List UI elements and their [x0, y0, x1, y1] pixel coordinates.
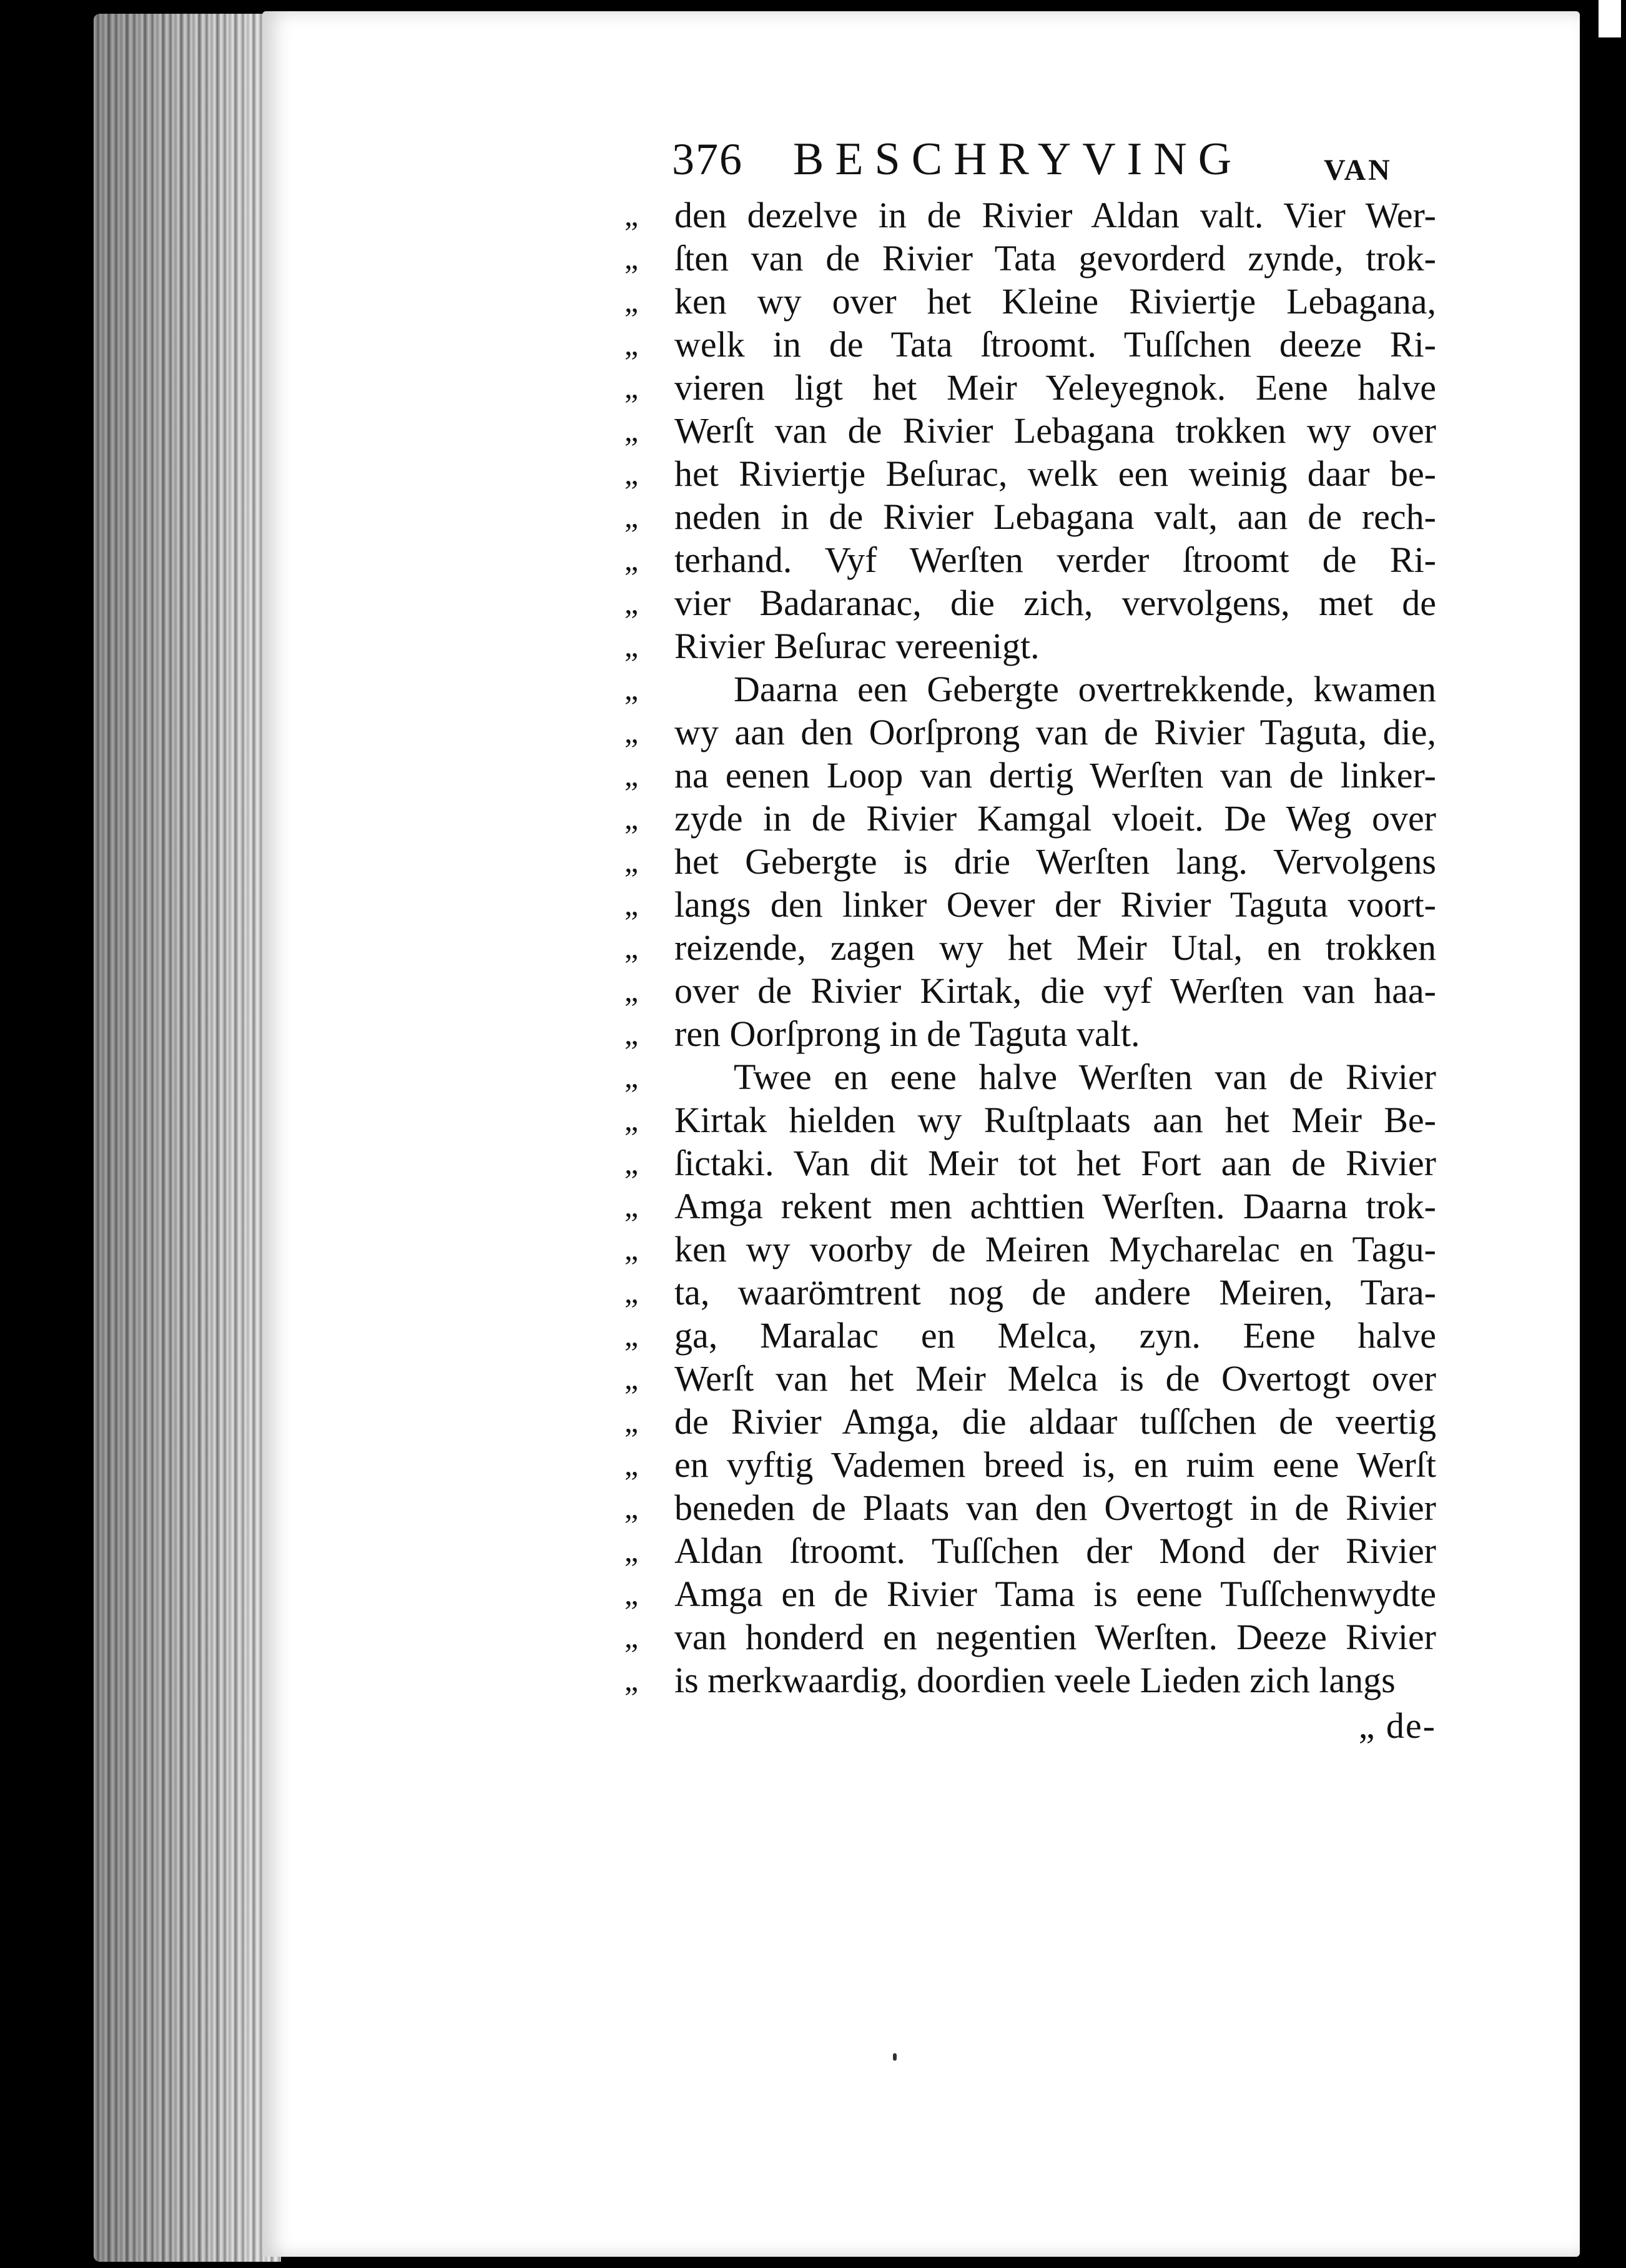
quote-mark: „: [624, 1619, 639, 1654]
text-line: [624, 624, 1461, 668]
page-number: 376: [672, 134, 743, 184]
text-block: [624, 125, 1461, 1747]
line-text: terhand. Vyf Werſten verder ſtroomt de Ri-: [674, 540, 1436, 580]
line-text: ſten van de Rivier Tata gevorderd zynde, trok-: [674, 238, 1436, 279]
text-line: [624, 1055, 1461, 1098]
line-text: na eenen Loop van dertig Werſten van de linker-: [674, 755, 1436, 796]
quote-mark: „: [624, 1188, 639, 1223]
text-line: [624, 1357, 1461, 1400]
paper-speck: [893, 2053, 897, 2061]
line-text: Amga en de Rivier Tama is eene Tuſſchenwydte: [674, 1574, 1436, 1614]
page-edge-shadow: [94, 14, 281, 2262]
line-text: zyde in de Rivier Kamgal vloeit. De Weg over: [674, 798, 1436, 839]
text-line: [624, 194, 1461, 237]
line-text: over de Rivier Kirtak, die vyf Werſten van haa-: [674, 970, 1436, 1011]
line-text: ga, Maralac en Melca, zyn. Eene halve: [674, 1315, 1436, 1356]
line-text: langs den linker Oever der Rivier Taguta voort-: [674, 884, 1436, 925]
quote-mark: „: [624, 1576, 639, 1611]
catchword: [624, 1704, 1436, 1747]
running-head-catchword: VAN: [1324, 154, 1392, 187]
text-line: [624, 409, 1461, 452]
quote-mark: „: [624, 1447, 639, 1482]
line-text: beneden de Plaats van den Overtogt in de Rivier: [674, 1487, 1436, 1528]
text-line: [624, 1271, 1461, 1314]
quote-mark: „: [624, 671, 639, 706]
text-line: [624, 452, 1461, 495]
quote-mark: „: [624, 887, 639, 922]
line-text: Daarna een Gebergte overtrekkende, kwamen: [734, 669, 1436, 709]
text-line: [624, 237, 1461, 280]
line-text: Werſt van het Meir Melca is de Overtogt over: [674, 1358, 1436, 1399]
quote-mark: „: [624, 1275, 639, 1309]
quote-mark: „: [624, 197, 639, 232]
line-text: van honderd en negentien Werſten. Deeze Rivier: [674, 1617, 1436, 1657]
quote-mark: „: [624, 1404, 639, 1439]
running-head: [624, 125, 1461, 194]
quote-mark: „: [624, 1059, 639, 1094]
text-line: [624, 1185, 1461, 1228]
text-line: [624, 280, 1461, 323]
line-text: de Rivier Amga, die aldaar tuſſchen de veertig: [674, 1401, 1436, 1442]
running-head-title: BESCHRYVING: [793, 134, 1243, 185]
quote-mark: „: [624, 413, 639, 448]
text-line: [624, 1486, 1461, 1529]
quote-mark: „: [624, 1361, 639, 1396]
line-text: vier Badaranac, die zich, vervolgens, met de: [674, 583, 1436, 623]
text-line: [624, 883, 1461, 926]
body-text: [624, 194, 1461, 1702]
text-line: [624, 581, 1461, 624]
text-line: [624, 1314, 1461, 1357]
text-line: [624, 366, 1461, 409]
text-line: [624, 754, 1461, 797]
text-line: [624, 495, 1461, 538]
line-text: Amga rekent men achttien Werſten. Daarna trok-: [674, 1186, 1436, 1226]
quote-mark: „: [624, 1231, 639, 1266]
text-line: [624, 1400, 1461, 1443]
text-line: [624, 1443, 1461, 1486]
text-line: [624, 1141, 1461, 1185]
quote-mark: „: [624, 1102, 639, 1137]
line-text: welk in de Tata ſtroomt. Tuſſchen deeze Ri-: [674, 324, 1436, 365]
line-text: Kirtak hielden wy Ruſtplaats aan het Meir Be-: [674, 1100, 1436, 1140]
quote-mark: „: [624, 1016, 639, 1051]
quote-mark: „: [624, 757, 639, 792]
quote-mark: „: [624, 499, 639, 534]
text-line: [624, 926, 1461, 969]
line-text: ken wy over het Kleine Riviertje Lebagana,: [674, 281, 1436, 322]
line-text: vieren ligt het Meir Yeleyegnok. Eene halve: [674, 367, 1436, 408]
quote-mark: „: [624, 801, 639, 836]
text-line: [624, 538, 1461, 581]
quote-mark: „: [624, 628, 639, 663]
text-line: [624, 323, 1461, 366]
text-line: [624, 1228, 1461, 1271]
text-line: [624, 840, 1461, 883]
line-text: het Riviertje Beſurac, welk een weinig daar be-: [674, 453, 1436, 494]
line-text: Aldan ſtroomt. Tuſſchen der Mond der Rivier: [674, 1531, 1436, 1571]
quote-mark: „: [624, 1318, 639, 1353]
line-text: Rivier Beſurac vereenigt.: [674, 626, 1040, 666]
text-line: [624, 1572, 1461, 1615]
quote-mark: „: [624, 284, 639, 318]
text-line: [624, 1529, 1461, 1572]
text-line: [624, 711, 1461, 754]
line-text: reizende, zagen wy het Meir Utal, en trokken: [674, 927, 1436, 968]
line-text: is merkwaardig, doordien veele Lieden zich langs: [674, 1660, 1396, 1700]
text-line: [624, 969, 1461, 1012]
line-text: ta, waarömtrent nog de andere Meiren, Tara-: [674, 1272, 1436, 1313]
line-text: Twee en eene halve Werſten van de Rivier: [734, 1057, 1436, 1097]
quote-mark: „: [624, 240, 639, 275]
text-line: [624, 1659, 1461, 1702]
quote-mark: „: [624, 456, 639, 491]
quote-mark: „: [624, 542, 639, 577]
right-scan-border: [1596, 0, 1626, 2268]
quote-mark: „: [624, 844, 639, 879]
line-text: wy aan den Oorſprong van de Rivier Taguta, die,: [674, 712, 1436, 752]
line-text: Werſt van de Rivier Lebagana trokken wy over: [674, 410, 1436, 451]
quote-mark: „: [624, 327, 639, 362]
line-text: en vyftig Vademen breed is, en ruim eene Werſt: [674, 1444, 1436, 1485]
text-line: [624, 797, 1461, 840]
quote-mark: „: [624, 714, 639, 749]
next-page-sliver: [1599, 0, 1621, 37]
quote-mark: „: [624, 370, 639, 405]
text-line: [624, 1098, 1461, 1141]
line-text: ſictaki. Van dit Meir tot het Fort aan de Rivier: [674, 1143, 1436, 1183]
quote-mark: „: [624, 585, 639, 620]
quote-mark: „: [624, 930, 639, 965]
line-text: het Gebergte is drie Werſten lang. Vervolgens: [674, 841, 1436, 882]
text-line: [624, 1012, 1461, 1055]
line-text: ren Oorſprong in de Taguta valt.: [674, 1013, 1140, 1054]
catchword-text: „ de-: [1358, 1705, 1436, 1746]
line-text: den dezelve in de Rivier Aldan valt. Vier Wer-: [674, 195, 1436, 235]
quote-mark: „: [624, 973, 639, 1008]
text-line: [624, 1615, 1461, 1659]
quote-mark: „: [624, 1145, 639, 1180]
line-text: neden in de Rivier Lebagana valt, aan de rech-: [674, 496, 1436, 537]
text-line: [624, 668, 1461, 711]
line-text: ken wy voorby de Meiren Mycharelac en Tagu-: [674, 1229, 1436, 1270]
quote-mark: „: [624, 1490, 639, 1525]
quote-mark: „: [624, 1662, 639, 1697]
quote-mark: „: [624, 1533, 639, 1568]
